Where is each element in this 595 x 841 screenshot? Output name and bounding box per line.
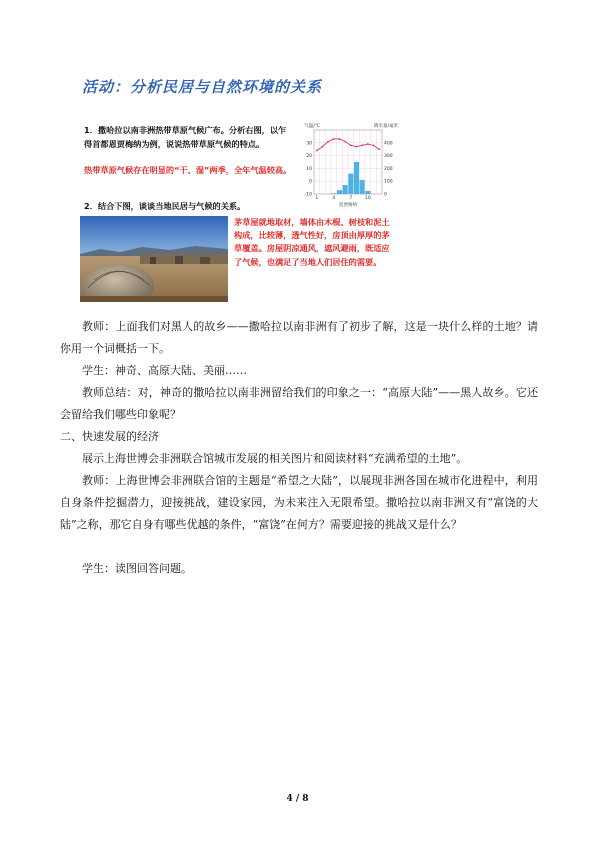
thatched-hut-photo — [80, 216, 228, 302]
chart-temperature-point — [373, 144, 375, 146]
chart-precip-bar — [343, 185, 348, 194]
chart-y-right-tick: 200 — [384, 166, 393, 172]
climate-chart — [298, 118, 400, 210]
chart-temperature-point — [344, 141, 346, 143]
question-2: 2．结合下图，谈谈当地民居与气候的关系。 — [84, 201, 246, 211]
chart-temperature-point — [322, 146, 324, 148]
chart-temperature-point — [316, 150, 318, 152]
paragraph-expo-show: 展示上海世博会非洲联合馆城市发展的相关图片和阅读材料“充满希望的土地”。 — [82, 452, 468, 465]
paragraph-teacher-summary: 教师总结：对，神奇的撒哈拉以南非洲留给我们的印象之一：“高原大陆”——黑人故乡。它还会留给我们哪些印象呢？ — [60, 386, 538, 421]
chart-temperature-point — [333, 138, 335, 140]
chart-y-right-tick: 100 — [384, 179, 393, 185]
chart-precip-bar — [360, 180, 365, 194]
chart-x-tick: 4 — [332, 196, 336, 201]
chart-x-tick: 10 — [364, 196, 371, 201]
chart-ylabel-left: 气温/℃ — [304, 124, 320, 129]
paragraph-student-read: 学生：读图回答问题。 — [82, 562, 192, 575]
chart-precip-bar — [365, 191, 370, 194]
chart-y-left-tick: 0 — [309, 179, 312, 185]
chart-y-left-tick: 30 — [306, 141, 312, 147]
chart-y-right-tick: 300 — [384, 154, 393, 160]
chart-precip-bar — [331, 193, 336, 194]
chart-temperature-point — [327, 141, 329, 143]
chart-y-right-tick: 0 — [384, 192, 387, 198]
question-1: 1．撒哈拉以南非洲热带草原气候广布。分析右图，以乍得首都恩贾梅纳为例，说说热带草原气候的特点。 — [84, 125, 287, 149]
activity-slide — [78, 70, 400, 304]
chart-y-left-tick: 10 — [306, 166, 312, 172]
chart-ylabel-right: 降水量/毫米 — [373, 124, 399, 129]
slide-title: 活动：分析民居与自然环境的关系 — [82, 78, 323, 96]
chart-y-left-tick: 20 — [306, 154, 312, 160]
chart-temperature-point — [367, 143, 369, 145]
chart-x-tick: 7 — [349, 196, 353, 201]
chart-temperature-point — [339, 138, 341, 140]
answer-2: 茅草屋就地取材，墙体由木棍、树枝和泥土构成，比较薄，透气性好，房顶由厚厚的茅草覆盖。房屋阴凉通风，遮风避雨，既适应了气候，也满足了当地人们居住的需要。 — [234, 217, 390, 267]
paragraph-student-answer: 学生：神奇、高原大陆、美丽…… — [82, 364, 247, 377]
chart-temperature-point — [350, 144, 352, 146]
chart-temperature-point — [378, 148, 380, 150]
chart-x-tick: 1 — [315, 196, 319, 201]
chart-temperature-point — [356, 146, 358, 148]
paragraph-teacher-intro: 教师：上面我们对黑人的故乡——撒哈拉以南非洲有了初步了解，这是一块什么样的土地？请你用一个词概括一下。 — [60, 320, 538, 355]
chart-y-right-tick: 400 — [384, 141, 393, 147]
chart-precip-bar — [337, 190, 342, 194]
page-number: 4 / 8 — [286, 794, 309, 804]
paragraph-teacher-expo: 教师：上海世博会非洲联合馆的主题是“希望之大陆”，以展现非洲各国在城市化进程中，利用自身条件挖掘潜力，迎接挑战，建设家园，为未来注入无限希望。撒哈拉以南非洲又有“富饶的大陆”之称，那它自身有哪些优越的条件，“富饶”在何方？需要迎接的挑战又是什么？ — [60, 474, 538, 531]
chart-precip-bar — [354, 162, 359, 194]
answer-1: 热带草原气候存在明显的“干、湿”两季，全年气温较高。 — [84, 165, 292, 175]
chart-precip-bar — [348, 174, 353, 194]
section-heading-economy: 二、快速发展的经济 — [60, 430, 159, 443]
chart-y-left-tick: -10 — [304, 192, 312, 198]
chart-temperature-point — [361, 144, 363, 146]
chart-location-label: 恩贾梅纳 — [339, 203, 357, 208]
